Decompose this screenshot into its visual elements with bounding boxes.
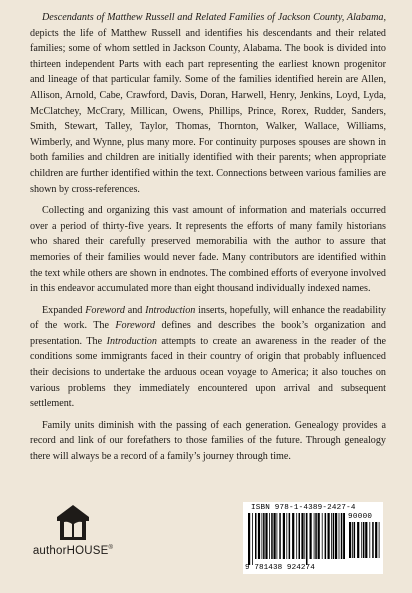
isbn-text: ISBN 978-1-4389-2427-4 — [251, 504, 356, 512]
blurb-text: inserts, hopefully, will enhance the readability of the work. The — [30, 304, 386, 332]
blurb-paragraph-2: Collecting and organizing this vast amount of information and materials occurred over a period of thirty-five years. It represents the efforts of many family historians who shared their carefully preserved memorabilia with the author to assure that memories of their families would never fade. Many contributors are identified within the text while others are shown in endnotes. The combined efforts of everyone involved in this endeavor accumulated more than eight thousand individually indexed names. — [30, 205, 386, 295]
registered-mark: ® — [108, 545, 114, 552]
blurb-text: and — [124, 304, 146, 316]
introduction-term: Introduction — [145, 304, 196, 316]
foreword-term: Foreword — [115, 320, 156, 332]
blurb-paragraph-1 — [30, 10, 386, 197]
ean-digits: 9 781438 924274 — [245, 564, 315, 572]
isbn-barcode — [243, 502, 383, 574]
publisher-name: authorHOUSE — [32, 545, 109, 557]
price-addon-bars — [348, 522, 380, 564]
blurb-text: defines and describes the book’s organization and presentation. The — [30, 320, 386, 347]
book-title: Descendants of Matthew Russell and Related Families of Jackson County, Alabama, — [42, 12, 386, 23]
foreword-term: Foreword — [85, 304, 125, 316]
blurb-text: attempts to create an awareness in the reader of the conditions some immigrants faced in their country of origin that probably influenced their decisions to undertake the arduous ocean voyage to America; it also touches on various problems they immediately encountered upon arrival and subsequent settlement. — [30, 335, 387, 410]
blurb-text: Expanded — [42, 304, 86, 316]
ean-barcode-bars — [247, 513, 345, 565]
blurb-paragraph-4: Family units diminish with the passing of each generation. Genealogy provides a record and link of our forefathers to those families of the future. Through genealogy there will always be a record of a family’s journey through time. — [30, 419, 386, 463]
blurb-paragraph-1-text: depicts the life of Matthew Russell and identifies his descendants and their related families; some of whom settled in Jackson County, Alabama. The book is divided into thirteen independent Parts with each part representing the earliest known progenitor and lineage of that particular family. Some of the families identified herein are Allen, Allison, Arnold, Cabe, Crawford, Davis, Doran, Harwell, Henry, Jenkins, Loyd, Lyda, McClatchey, McCrary, Millican, Owens, Phillips, Prince, Rorex, Rudder, Sanders, Smith, Stewart, Talley, Taylor, Thomas, Thornton, Walker, Wallace, Williams, Wimberly, and Wynne, plus many more. For continuity purposes spouses are shown in both families and children are initially identified with their parents; when appropriate children are further identified within the text. Connections between various families are shown by cross-references. — [30, 27, 386, 195]
house-book-logo-icon — [55, 504, 91, 542]
publisher-logo — [30, 504, 116, 557]
introduction-term: Introduction — [106, 335, 157, 347]
back-cover-blurb — [30, 10, 386, 471]
blurb-paragraph-3 — [30, 303, 386, 412]
price-code: 90000 — [348, 513, 373, 521]
